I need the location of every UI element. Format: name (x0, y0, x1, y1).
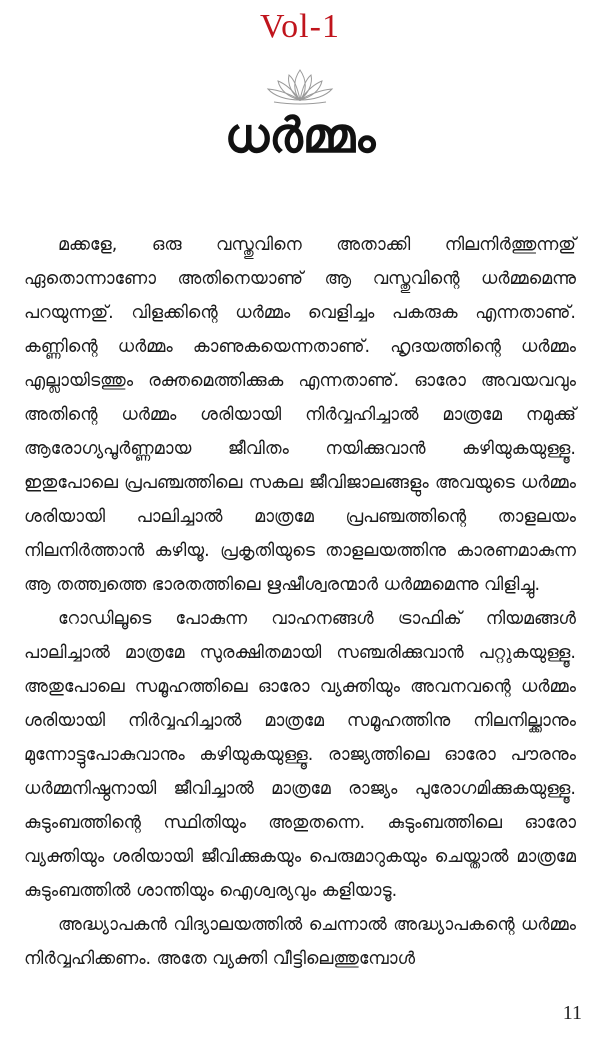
paragraph-1: മക്കളേ, ഒരു വസ്തുവിനെ അതാക്കി നിലനിർത്തുന്നതു് ഏതൊന്നാണോ അതിനെയാണു് ആ വസ്തുവിന്റെ ധർമ്മമെന്നു പറയുന്നതു്. വിളക്കിന്റെ ധർമ്മം വെളിച്ചം പകരുക എന്നതാണു്. കണ്ണിന്റെ ധർമ്മം കാണുകയെന്നതാണു്. ഹൃദയത്തിന്റെ ധർമ്മം എല്ലായിടത്തും രക്തമെത്തിക്കുക എന്നതാണു്. ഓരോ അവയവവും അതിന്റെ ധർമ്മം ശരിയായി നിർവ്വഹിച്ചാൽ മാത്രമേ നമുക്കു് ആരോഗ്യപൂർണ്ണമായ ജീവിതം നയിക്കുവാൻ കഴിയുകയുള്ളൂ. ഇതുപോലെ പ്രപഞ്ചത്തിലെ സകല ജീവിജാലങ്ങളും അവയുടെ ധർമ്മം ശരിയായി പാലിച്ചാൽ മാത്രമേ പ്രപഞ്ചത്തിന്റെ താളലയം നിലനിർത്താൻ കഴിയൂ. പ്രകൃതിയുടെ താളലയത്തിനു കാരണമാകുന്ന ആ തത്ത്വത്തെ ഭാരതത്തിലെ ഋഷീശ്വരന്മാർ ധർമ്മമെന്നു വിളിച്ചു. (24, 235, 576, 595)
lotus-icon (262, 66, 338, 106)
body-text (24, 228, 576, 976)
paragraph-3: അദ്ധ്യാപകൻ വിദ്യാലയത്തിൽ ചെന്നാൽ അദ്ധ്യാപകന്റെ ധർമ്മം നിർവ്വഹിക്കണം. അതേ വ്യക്തി വീട്ടിലെത്തുമ്പോൾ (24, 915, 576, 969)
paragraph-2: റോഡിലൂടെ പോകുന്ന വാഹനങ്ങൾ ട്രാഫിക് നിയമങ്ങൾ പാലിച്ചാൽ മാത്രമേ സുരക്ഷിതമായി സഞ്ചരിക്കുവാൻ പറ്റുകയുള്ളൂ. അതുപോലെ സമൂഹത്തിലെ ഓരോ വ്യക്തിയും അവനവന്റെ ധർമ്മം ശരിയായി നിർവ്വഹിച്ചാൽ മാത്രമേ സമൂഹത്തിനു നിലനില്ക്കാനും മുന്നോട്ടുപോകുവാനും കഴിയുകയുള്ളൂ. രാജ്യത്തിലെ ഓരോ പൗരനും ധർമ്മനിഷ്ഠനായി ജീവിച്ചാൽ മാത്രമേ രാജ്യം പുരോഗമിക്കുകയുള്ളൂ. കുടുംബത്തിന്റെ സ്ഥിതിയും അതുതന്നെ. കുടുംബത്തിലെ ഓരോ വ്യക്തിയും ശരിയായി ജീവിക്കുകയും പെരുമാറുകയും ചെയ്താൽ മാത്രമേ കുടുംബത്തിൽ ശാന്തിയും ഐശ്വര്യവും കളിയാടൂ. (24, 609, 576, 901)
page-number: 11 (562, 1002, 582, 1024)
volume-label: Vol-1 (260, 8, 340, 45)
chapter-title: ധർമ്മം (224, 108, 376, 164)
